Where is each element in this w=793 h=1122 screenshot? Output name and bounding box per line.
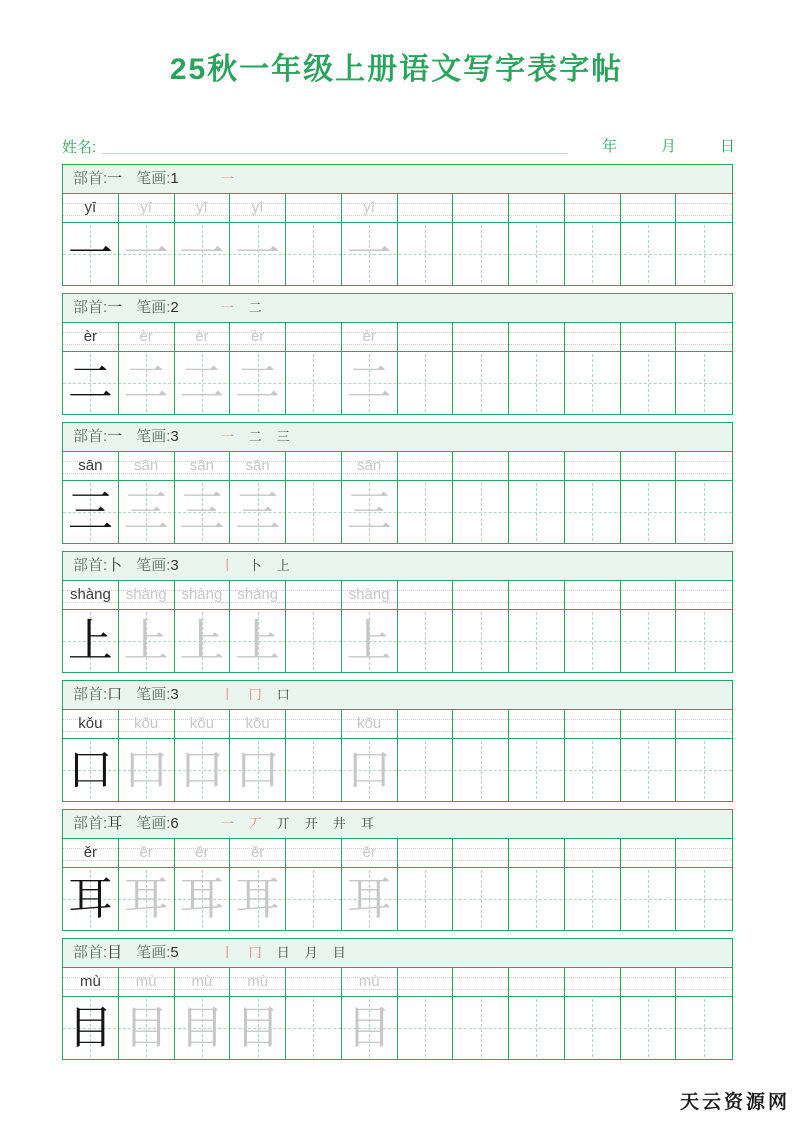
pinyin-cell: mù xyxy=(230,968,286,996)
character-cell xyxy=(509,223,565,285)
pinyin-cell: sān xyxy=(63,452,119,480)
pinyin-cell: yī xyxy=(230,194,286,222)
character-cell xyxy=(398,868,454,930)
stroke-order-step: 月 xyxy=(304,945,318,960)
pinyin-cell: yī xyxy=(119,194,175,222)
trace-character: 目 xyxy=(235,1003,281,1053)
trace-character: 一 xyxy=(123,229,169,279)
pinyin-cell: sān xyxy=(342,452,398,480)
stroke-order-step: 丨 xyxy=(220,945,234,960)
radical-label: 部首: xyxy=(73,428,108,445)
pinyin-cell: sān xyxy=(230,452,286,480)
character-cell xyxy=(453,352,509,414)
pinyin-cell: ěr xyxy=(175,839,231,867)
character-cell xyxy=(509,610,565,672)
radical-value: 卜 xyxy=(107,557,123,574)
pinyin-cell: shàng xyxy=(175,581,231,609)
character-cell xyxy=(676,868,732,930)
pinyin-cell: èr xyxy=(230,323,286,351)
pinyin-cell xyxy=(509,194,565,222)
character-cell xyxy=(230,352,286,414)
radical-value: 一 xyxy=(107,170,123,187)
stroke-order-step: 口 xyxy=(276,687,290,702)
pinyin-cell xyxy=(676,710,732,738)
character-cell xyxy=(230,223,286,285)
day-label: 日 xyxy=(719,138,735,155)
strokes-label: 笔画: xyxy=(136,815,171,832)
character-cell xyxy=(676,739,732,801)
stroke-order-step: 冂 xyxy=(248,687,262,702)
pinyin-cell xyxy=(676,452,732,480)
character-cell xyxy=(119,610,175,672)
stroke-order xyxy=(221,945,361,960)
stroke-order-step: 丨 xyxy=(220,687,234,702)
trace-character: 耳 xyxy=(235,874,281,924)
pinyin-cell xyxy=(621,581,677,609)
character-cell xyxy=(175,223,231,285)
stroke-order xyxy=(221,816,389,831)
pinyin-cell xyxy=(509,452,565,480)
pinyin-cell xyxy=(676,323,732,351)
character-cell xyxy=(509,739,565,801)
practice-blocks xyxy=(62,164,733,1067)
strokes-label: 笔画: xyxy=(136,944,171,961)
pinyin-cell xyxy=(565,581,621,609)
trace-character: 三 xyxy=(123,487,169,537)
stroke-order-step: 开 xyxy=(304,816,318,831)
trace-character: 二 xyxy=(346,358,392,408)
trace-character: 二 xyxy=(179,358,225,408)
stroke-order-step: 上 xyxy=(276,558,290,573)
stroke-order xyxy=(221,429,305,444)
pinyin-cell: èr xyxy=(119,323,175,351)
pinyin-cell: kǒu xyxy=(342,710,398,738)
pinyin-cell xyxy=(509,839,565,867)
character-cell xyxy=(119,739,175,801)
character-cell xyxy=(119,997,175,1059)
block-header xyxy=(63,294,732,323)
character-row xyxy=(63,868,732,930)
pinyin-cell xyxy=(453,194,509,222)
block-header xyxy=(63,423,732,452)
pinyin-cell xyxy=(509,968,565,996)
strokes-value: 3 xyxy=(170,557,179,574)
pinyin-cell xyxy=(565,710,621,738)
stroke-order-step: 丆 xyxy=(248,816,262,831)
character-cell xyxy=(119,868,175,930)
trace-character: 上 xyxy=(346,616,392,666)
stroke-order xyxy=(221,687,305,702)
pinyin-cell: yī xyxy=(63,194,119,222)
stroke-order-step: 丌 xyxy=(276,816,290,831)
pinyin-row xyxy=(63,194,732,223)
trace-character: 目 xyxy=(123,1003,169,1053)
character-cell xyxy=(342,352,398,414)
strokes-label: 笔画: xyxy=(136,686,171,703)
radical-value: 耳 xyxy=(107,815,123,832)
pinyin-cell: shàng xyxy=(63,581,119,609)
character-cell xyxy=(676,223,732,285)
strokes-label: 笔画: xyxy=(136,170,171,187)
pinyin-cell: mù xyxy=(342,968,398,996)
trace-character: 耳 xyxy=(123,874,169,924)
character-cell xyxy=(119,223,175,285)
block-header xyxy=(63,810,732,839)
character-cell xyxy=(453,868,509,930)
stroke-order-step: 二 xyxy=(248,429,262,444)
character-row xyxy=(63,997,732,1059)
pinyin-cell xyxy=(676,194,732,222)
pinyin-cell xyxy=(286,968,342,996)
watermark: 天云资源网 xyxy=(679,1092,790,1113)
radical-value: 一 xyxy=(107,428,123,445)
character-cell xyxy=(286,610,342,672)
trace-character: 二 xyxy=(235,358,281,408)
character-cell xyxy=(342,610,398,672)
practice-block xyxy=(62,164,733,286)
practice-block xyxy=(62,680,733,802)
character-cell xyxy=(63,223,119,285)
pinyin-cell xyxy=(398,839,454,867)
pinyin-cell: ěr xyxy=(63,839,119,867)
character-cell xyxy=(676,352,732,414)
character-cell xyxy=(175,481,231,543)
character-cell xyxy=(621,352,677,414)
pinyin-cell: kǒu xyxy=(63,710,119,738)
practice-block xyxy=(62,809,733,931)
radical-value: 一 xyxy=(107,299,123,316)
character-cell xyxy=(453,739,509,801)
character-cell xyxy=(286,739,342,801)
name-blank-line xyxy=(102,152,568,154)
stroke-order-step: 一 xyxy=(220,171,234,186)
pinyin-cell: ěr xyxy=(119,839,175,867)
character-cell xyxy=(453,997,509,1059)
year-label: 年 xyxy=(601,138,617,155)
strokes-label: 笔画: xyxy=(136,428,171,445)
pinyin-cell: yī xyxy=(342,194,398,222)
block-header xyxy=(63,552,732,581)
pinyin-cell xyxy=(676,968,732,996)
strokes-value: 3 xyxy=(170,428,179,445)
stroke-order-step: 三 xyxy=(276,429,290,444)
pinyin-row xyxy=(63,710,732,739)
character-cell xyxy=(565,223,621,285)
character-cell xyxy=(230,610,286,672)
trace-character: 口 xyxy=(123,745,169,795)
pinyin-cell xyxy=(565,452,621,480)
character-cell xyxy=(565,610,621,672)
pinyin-cell xyxy=(286,839,342,867)
strokes-value: 5 xyxy=(170,944,179,961)
block-header xyxy=(63,681,732,710)
trace-character: 口 xyxy=(235,745,281,795)
character-cell xyxy=(63,610,119,672)
character-cell xyxy=(621,610,677,672)
trace-character: 上 xyxy=(235,616,281,666)
character-cell xyxy=(286,352,342,414)
stroke-order xyxy=(221,558,305,573)
pinyin-cell xyxy=(509,710,565,738)
character-cell xyxy=(565,868,621,930)
strokes-value: 1 xyxy=(170,170,179,187)
character-cell xyxy=(119,481,175,543)
stroke-order-step: 一 xyxy=(220,429,234,444)
character-cell xyxy=(398,610,454,672)
character-cell xyxy=(398,481,454,543)
page-title: 25秋一年级上册语文写字表字帖 xyxy=(169,53,624,86)
character-cell xyxy=(565,739,621,801)
character-cell xyxy=(175,997,231,1059)
pinyin-cell xyxy=(398,710,454,738)
strokes-label: 笔画: xyxy=(136,299,171,316)
stroke-order-step: 目 xyxy=(332,945,346,960)
stroke-order-step: 日 xyxy=(276,945,290,960)
stroke-order-step: 耳 xyxy=(360,816,374,831)
pinyin-cell xyxy=(565,323,621,351)
pinyin-cell xyxy=(621,968,677,996)
character-cell xyxy=(230,997,286,1059)
character-cell xyxy=(230,868,286,930)
radical-label: 部首: xyxy=(73,170,108,187)
character-cell xyxy=(63,868,119,930)
pinyin-cell: èr xyxy=(63,323,119,351)
trace-character: 目 xyxy=(179,1003,225,1053)
name-label: 姓名: xyxy=(62,139,97,156)
pinyin-cell xyxy=(398,194,454,222)
character-cell xyxy=(509,352,565,414)
pinyin-cell xyxy=(565,194,621,222)
pinyin-cell xyxy=(453,581,509,609)
pinyin-cell: kǒu xyxy=(230,710,286,738)
character-cell xyxy=(119,352,175,414)
trace-character: 口 xyxy=(346,745,392,795)
pinyin-cell xyxy=(621,710,677,738)
model-character: 耳 xyxy=(67,874,113,924)
character-row xyxy=(63,223,732,285)
character-cell xyxy=(63,481,119,543)
character-cell xyxy=(453,610,509,672)
pinyin-row xyxy=(63,452,732,481)
character-cell xyxy=(509,868,565,930)
trace-character: 一 xyxy=(235,229,281,279)
character-cell xyxy=(565,481,621,543)
character-cell xyxy=(509,997,565,1059)
practice-block xyxy=(62,293,733,415)
pinyin-cell: yī xyxy=(175,194,231,222)
trace-character: 三 xyxy=(235,487,281,537)
character-cell xyxy=(63,997,119,1059)
pinyin-row xyxy=(63,581,732,610)
pinyin-cell: èr xyxy=(175,323,231,351)
stroke-order-step: 一 xyxy=(220,300,234,315)
pinyin-cell: kǒu xyxy=(119,710,175,738)
character-cell xyxy=(676,610,732,672)
stroke-order-step: 卜 xyxy=(248,558,262,573)
character-cell xyxy=(63,352,119,414)
date-labels xyxy=(602,135,735,157)
character-row xyxy=(63,481,732,543)
pinyin-cell xyxy=(398,323,454,351)
character-cell xyxy=(398,739,454,801)
character-cell xyxy=(230,481,286,543)
pinyin-cell xyxy=(676,581,732,609)
radical-value: 口 xyxy=(107,686,123,703)
radical-label: 部首: xyxy=(73,557,108,574)
trace-character: 一 xyxy=(346,229,392,279)
character-cell xyxy=(621,739,677,801)
pinyin-cell xyxy=(286,581,342,609)
pinyin-cell xyxy=(453,452,509,480)
pinyin-cell: ěr xyxy=(230,839,286,867)
model-character: 三 xyxy=(67,487,113,537)
model-character: 一 xyxy=(67,229,113,279)
character-cell xyxy=(342,739,398,801)
pinyin-cell xyxy=(509,323,565,351)
strokes-value: 2 xyxy=(170,299,179,316)
pinyin-cell: sān xyxy=(175,452,231,480)
pinyin-cell xyxy=(398,968,454,996)
stroke-order-step: 一 xyxy=(220,816,234,831)
pinyin-cell xyxy=(286,452,342,480)
character-row xyxy=(63,739,732,801)
trace-character: 二 xyxy=(123,358,169,408)
strokes-label: 笔画: xyxy=(136,557,171,574)
pinyin-cell: shàng xyxy=(342,581,398,609)
character-cell xyxy=(509,481,565,543)
pinyin-cell xyxy=(565,839,621,867)
character-cell xyxy=(230,739,286,801)
trace-character: 耳 xyxy=(179,874,225,924)
pinyin-cell xyxy=(453,710,509,738)
radical-label: 部首: xyxy=(73,686,108,703)
pinyin-cell: mù xyxy=(119,968,175,996)
character-cell xyxy=(286,868,342,930)
pinyin-cell xyxy=(565,968,621,996)
practice-block xyxy=(62,551,733,673)
model-character: 目 xyxy=(67,1003,113,1053)
trace-character: 上 xyxy=(179,616,225,666)
pinyin-cell: mù xyxy=(175,968,231,996)
character-cell xyxy=(342,868,398,930)
character-cell xyxy=(63,739,119,801)
trace-character: 一 xyxy=(179,229,225,279)
character-cell xyxy=(621,223,677,285)
character-cell xyxy=(565,352,621,414)
character-cell xyxy=(565,997,621,1059)
model-character: 二 xyxy=(67,358,113,408)
practice-block xyxy=(62,938,733,1060)
trace-character: 目 xyxy=(346,1003,392,1053)
radical-label: 部首: xyxy=(73,815,108,832)
character-cell xyxy=(342,223,398,285)
month-label: 月 xyxy=(660,138,676,155)
stroke-order-step: 冂 xyxy=(248,945,262,960)
trace-character: 口 xyxy=(179,745,225,795)
character-cell xyxy=(453,481,509,543)
radical-value: 目 xyxy=(107,944,123,961)
character-cell xyxy=(175,868,231,930)
stroke-order-step: 丨 xyxy=(220,558,234,573)
pinyin-cell: èr xyxy=(342,323,398,351)
pinyin-cell: shàng xyxy=(119,581,175,609)
character-cell xyxy=(621,997,677,1059)
pinyin-cell xyxy=(286,323,342,351)
pinyin-cell xyxy=(398,452,454,480)
pinyin-cell xyxy=(286,194,342,222)
name-date-row xyxy=(62,131,735,157)
pinyin-cell: shàng xyxy=(230,581,286,609)
radical-label: 部首: xyxy=(73,299,108,316)
pinyin-cell xyxy=(621,452,677,480)
character-cell xyxy=(175,352,231,414)
practice-block xyxy=(62,422,733,544)
pinyin-row xyxy=(63,323,732,352)
stroke-order xyxy=(221,171,249,186)
trace-character: 耳 xyxy=(346,874,392,924)
pinyin-cell: sān xyxy=(119,452,175,480)
stroke-order-step: 二 xyxy=(248,300,262,315)
pinyin-cell xyxy=(453,839,509,867)
character-cell xyxy=(398,352,454,414)
block-header xyxy=(63,165,732,194)
radical-label: 部首: xyxy=(73,944,108,961)
character-cell xyxy=(676,481,732,543)
character-cell xyxy=(398,997,454,1059)
character-cell xyxy=(342,997,398,1059)
pinyin-cell xyxy=(398,581,454,609)
character-cell xyxy=(175,739,231,801)
character-cell xyxy=(286,481,342,543)
pinyin-row xyxy=(63,968,732,997)
stroke-order-step: 井 xyxy=(332,816,346,831)
block-header xyxy=(63,939,732,968)
model-character: 上 xyxy=(67,616,113,666)
trace-character: 上 xyxy=(123,616,169,666)
pinyin-cell xyxy=(509,581,565,609)
pinyin-cell: mù xyxy=(63,968,119,996)
pinyin-cell xyxy=(621,839,677,867)
trace-character: 三 xyxy=(179,487,225,537)
pinyin-cell: ěr xyxy=(342,839,398,867)
pinyin-cell xyxy=(453,968,509,996)
stroke-order xyxy=(221,300,277,315)
pinyin-cell xyxy=(621,323,677,351)
trace-character: 三 xyxy=(346,487,392,537)
model-character: 口 xyxy=(67,745,113,795)
pinyin-row xyxy=(63,839,732,868)
character-cell xyxy=(676,997,732,1059)
pinyin-cell: kǒu xyxy=(175,710,231,738)
strokes-value: 6 xyxy=(170,815,179,832)
character-cell xyxy=(453,223,509,285)
character-cell xyxy=(286,223,342,285)
pinyin-cell xyxy=(286,710,342,738)
pinyin-cell xyxy=(453,323,509,351)
pinyin-cell xyxy=(621,194,677,222)
character-cell xyxy=(175,610,231,672)
character-cell xyxy=(286,997,342,1059)
strokes-value: 3 xyxy=(170,686,179,703)
character-cell xyxy=(621,481,677,543)
character-cell xyxy=(342,481,398,543)
character-cell xyxy=(621,868,677,930)
character-cell xyxy=(398,223,454,285)
character-row xyxy=(63,610,732,672)
character-row xyxy=(63,352,732,414)
pinyin-cell xyxy=(676,839,732,867)
